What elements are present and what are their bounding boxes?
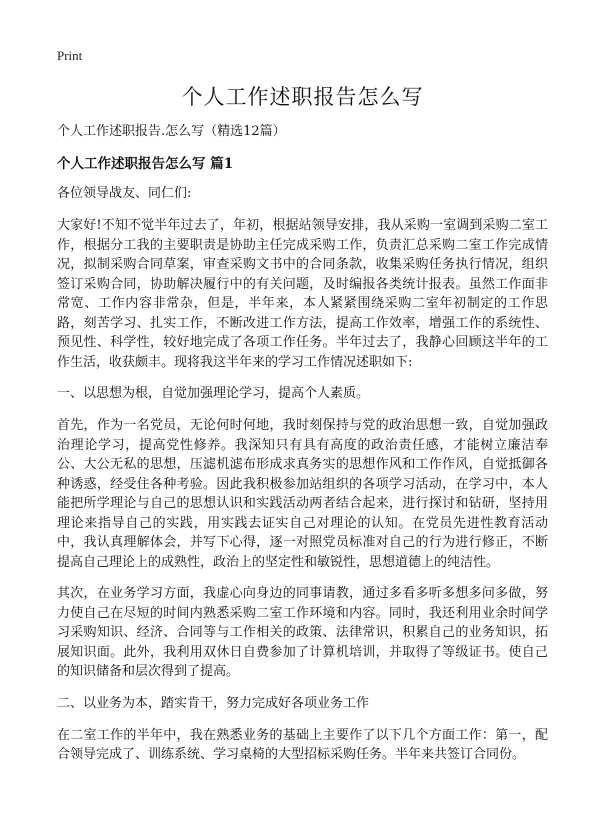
paragraph-intro: 大家好!不知不觉半年过去了，年初，根据站领导安排，我从采购一室调到采购二室工作，根据分工我的主要职责是协助主任完成采购工作，负责汇总采购二室工作完成情况，拟制采购合同草案，审查采购文书中的合同条款，收集采购任务执行情况，组织签订采购合同，协助解决履行中的有关问题，及时编报各类统计报表。虽然工作面非常宽、工作内容非常杂，但是，半年来，本人紧紧围绕采购二室年初制定的工作思路，刻苦学习、扎实工作，不断改进工作方法，提高工作效率，增强工作的系统性、预见性、科学性，较好地完成了各项工作任务。半年过去了，我静心回顾这半年的工作生活，收获颇丰。现将我这半年来的学习工作情况述职如下: (57, 218, 548, 370)
paragraph-theory: 首先，作为一名党员，无论何时何地，我时刻保持与党的政治思想一致，自觉加强政治理论学习，提高党性修养。我深知只有具有高度的政治责任感，才能树立廉洁奉公、大公无私的思想，压滤机滤布形成求真务实的思想作风和工作作风，自觉抵御各种诱惑，经受住各种考验。因此我积极参加站组织的各项学习活动，在学习中，本人能把所学理论与自己的思想认识和实践活动两者结合起来，进行探讨和钻研，坚持用理论来指导自己的实践，用实践去证实自己对理论的认知。在党员先进性教育活动中，我认真理解体会，并写下心得，逐一对照党员标准对自己的行为进行修正，不断提高自己理论上的成熟性，政治上的坚定性和敏锐性，思想道德上的纯洁性。 (57, 418, 548, 570)
print-link[interactable]: Print (57, 48, 83, 63)
document-title: 个人工作述职报告怎么写 (181, 85, 424, 109)
paragraph-work: 在二室工作的半年中，我在熟悉业务的基础上主要作了以下几个方面工作：第一，配合领导完成了、训练系统、学习桌椅的大型招标采购任务。半年来共签订合同份。 (57, 727, 548, 762)
point-heading-1: 一、以思想为根，自觉加强理论学习，提高个人素质。 (57, 386, 370, 401)
point-heading-2: 二、以业务为本，踏实肯干，努力完成好各项业务工作 (57, 695, 370, 711)
document-subtitle: 个人工作述职报告.怎么写（精选12篇） (57, 124, 286, 139)
section-heading: 个人工作述职报告怎么写 篇1 (57, 156, 234, 172)
salutation: 各位领导战友、同仁们: (57, 186, 192, 201)
paragraph-study: 其次，在业务学习方面，我虚心向身边的同事请教，通过多看多听多想多问多做，努力使自己在尽短的时间内熟悉采购二室工作环境和内容。同时，我还利用业余时间学习采购知识、经济、合同等与工作相关的政策、法律常识，积累自己的业务知识，拓展知识面。此外，我利用双休日自费参加了计算机培训，并取得了等级证书。使自己的知识储备和层次得到了提高。 (57, 586, 548, 679)
